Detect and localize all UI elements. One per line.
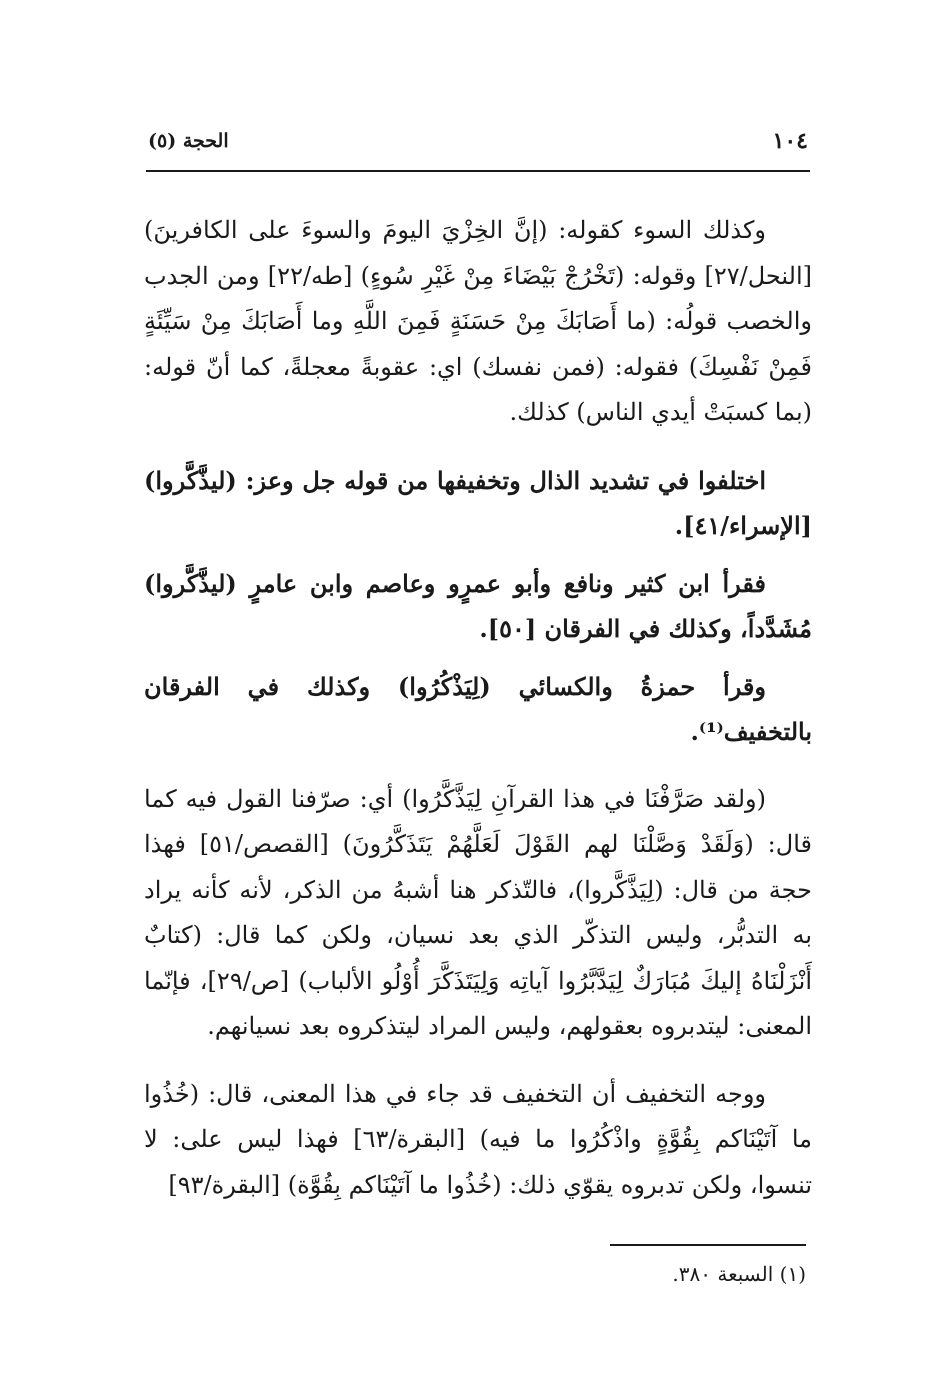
page-number: ١٠٤ [772, 128, 808, 154]
paragraph-4: وقرأ حمزةُ والكسائي (لِيَذْكُرُوا) وكذلك في الفرقان بالتخفيف⁽¹⁾. [144, 671, 812, 746]
paragraph-6: ووجه التخفيف أن التخفيف قد جاء في هذا المعنى، قال: (خُذُوا ما آتَيْنَاكم بِقُوَّةٍ واذْكُرُوا ما فيه) [البقرة/٦٣] فهذا ليس على: لا تنسوا، ولكن تدبروه يقوّي ذلك: (خُذُوا ما آتَيْنَاكم بِقُوَّة) [البقرة/٩٣] [144, 1079, 812, 1199]
footnote: (١) السبعة ٣٨٠. [672, 1262, 806, 1286]
page-header [148, 122, 808, 162]
paragraph-5: (ولقد صَرَّفْنَا في هذا القرآنِ لِيَذَّكَّرُوا) أي: صرّفنا القول فيه كما قال: (وَلَقَدْ وَصَّلْنَا لهم القَوْلَ لَعَلَّهُمْ يَتَذَكَّرُونَ) [القصص/٥١] فهذا حجة من قال: (لِيَذَّكَّروا)، فالتّذكر هنا أشبهُ من الذكر، لأنه كأنه يراد به التدبُّر، وليس التذكّر الذي بعد نسيان، ولكن كما قال: (كتابٌ أَنْزَلْنَاهُ إليكَ مُبَارَكٌ لِيَدَّبَّرُوا آياتِه وَلِيَتَذَكَّرَ أُوْلُو الألباب) [ص/٢٩]، فإنّما المعنى: ليتدبروه بعقولهم، وليس المراد ليتذكروه بعد نسيانهم. [144, 784, 812, 1040]
header-rule [146, 170, 810, 172]
paragraph-3: فقرأ ابن كثير ونافع وأبو عمرٍو وعاصم وابن عامرٍ (ليذَّكَّروا) مُشَدَّداً، وكذلك في الفرقان [٥٠]. [144, 568, 812, 643]
paragraph-2: اختلفوا في تشديد الذال وتخفيفها من قوله جل وعز: (ليذَّكَّروا) [الإسراء/٤١]. [144, 465, 812, 540]
footnote-rule [610, 1244, 806, 1246]
running-title: الحجة (٥) [148, 130, 229, 152]
body-text [144, 208, 812, 1220]
paragraph-1: وكذلك السوء كقوله: (إنَّ الخِزْيَ اليومَ والسوءَ على الكافرينَ) [النحل/٢٧] وقوله: (تَخْرُجْ بَيْضَاءَ مِنْ غَيْرِ سُوءٍ) [طه/٢٢] ومن الجدب والخصب قولُه: (ما أَصَابَكَ مِنْ حَسَنَةٍ فَمِنَ اللَّهِ وما أَصَابَكَ مِنْ سَيِّئَةٍ فَمِنْ نَفْسِكَ) فقوله: (فمن نفسك) اي: عقوبةً معجلةً، كما أنّ قوله: (بما كسبَتْ أيدي الناس) كذلك. [144, 216, 813, 426]
